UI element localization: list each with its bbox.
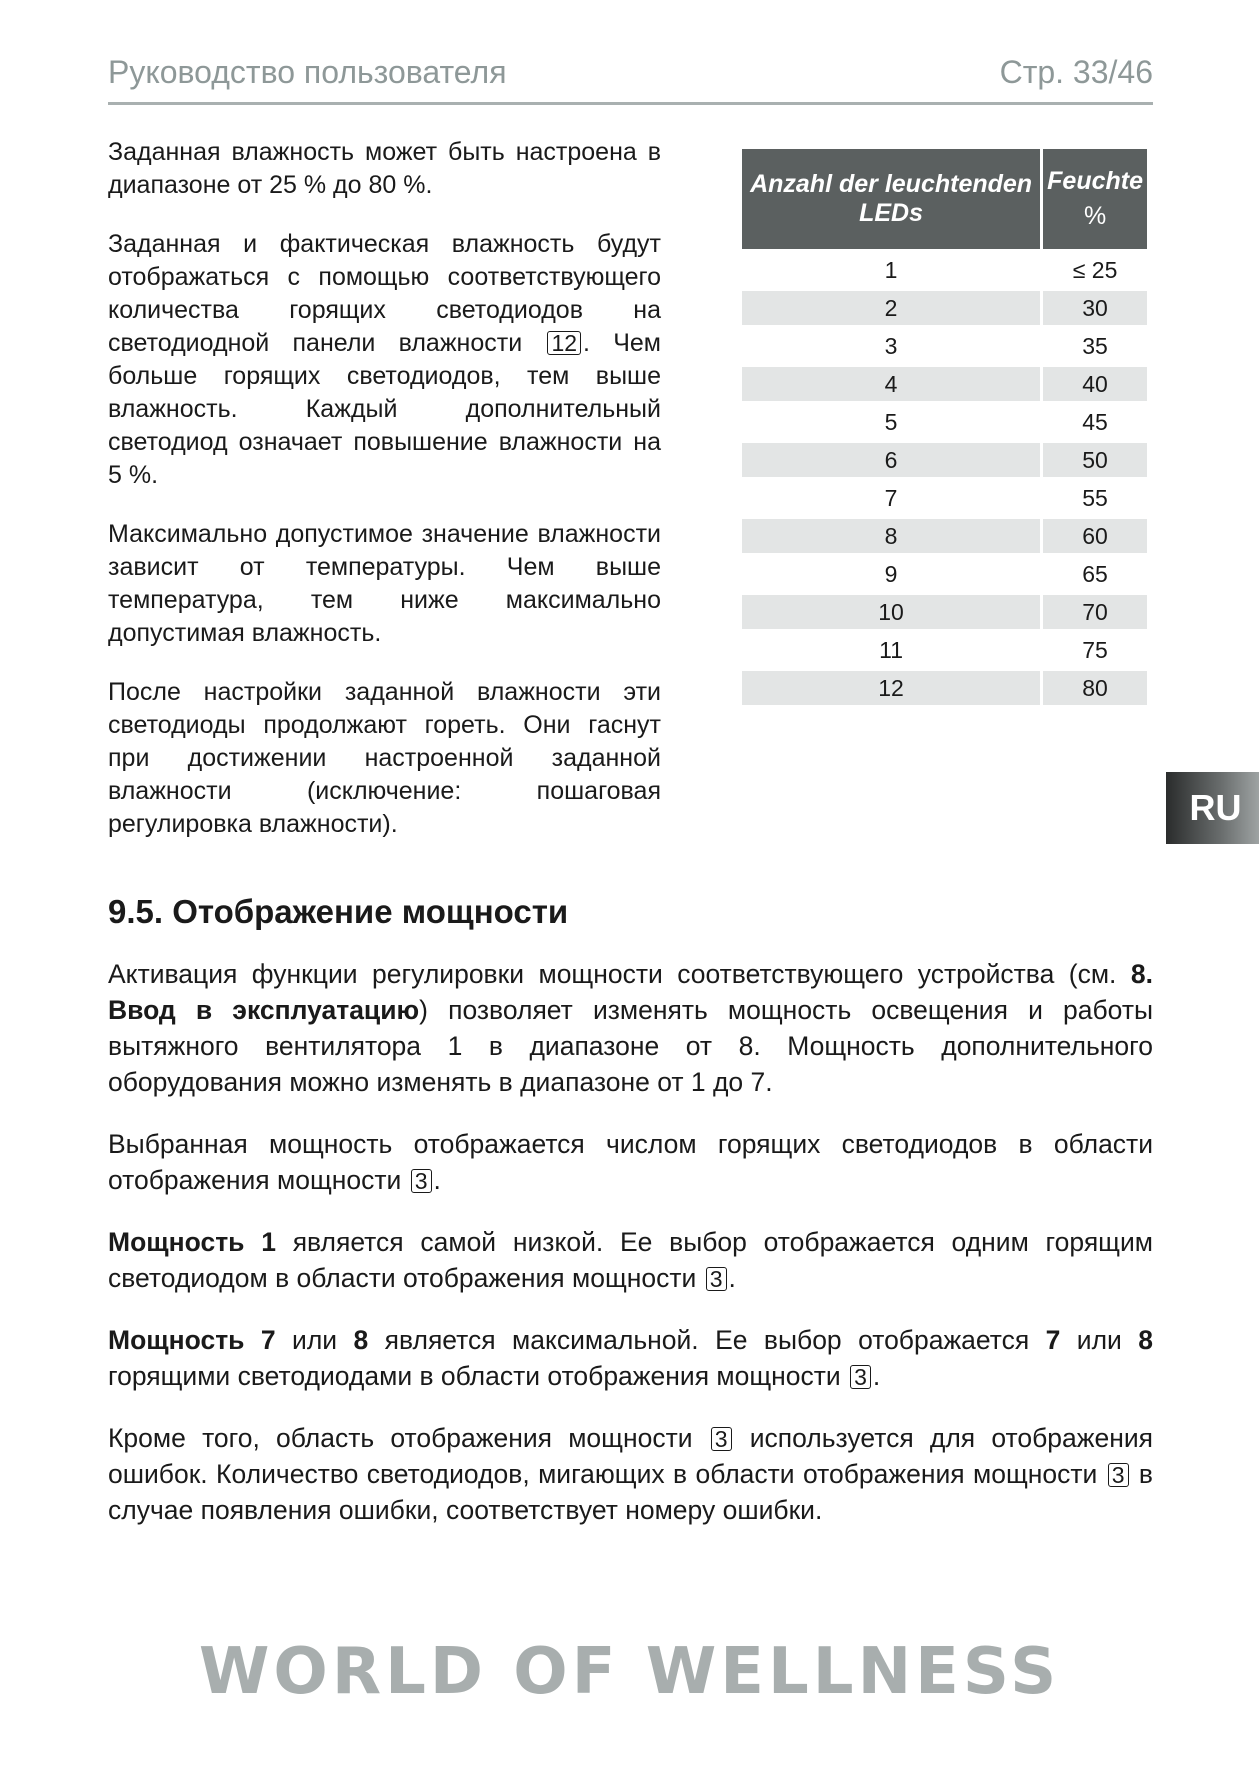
text: используется для отображения ошибок. Количество светодиодов, мигающих в области отображения мощности [108, 1423, 1153, 1489]
table-row [742, 481, 1147, 515]
cell-humidity: 50 [1043, 443, 1147, 477]
cell-leds: 12 [742, 671, 1040, 705]
cell-humidity: 60 [1043, 519, 1147, 553]
text: Выбранная мощность отображается числом горящих светодиодов в области отображения мощности [108, 1129, 1153, 1195]
brand-footer: WORLD OF WELLNESS [198, 1635, 1061, 1709]
table-row [742, 557, 1147, 591]
reference-box: 3 [1108, 1463, 1129, 1487]
cell-humidity: ≤ 25 [1072, 256, 1118, 283]
header-unit: % [1083, 202, 1107, 230]
cell-leds: 8 [742, 519, 1040, 553]
table-row [742, 253, 1147, 287]
text: или [275, 1325, 354, 1355]
table-row [742, 671, 1147, 705]
cell-humidity: 40 [1043, 367, 1147, 401]
text: . [872, 1361, 881, 1391]
section-heading: 9.5. Отображение мощности [108, 893, 569, 930]
paragraph [108, 1322, 1153, 1394]
table-row [742, 367, 1147, 401]
reference-box: 3 [850, 1365, 871, 1389]
text: является самой низкой. Ее выбор отображается одним горящим светодиодом в области отображения мощности [108, 1227, 1153, 1293]
cell-humidity: 70 [1043, 595, 1147, 629]
table-row [742, 519, 1147, 553]
text: Заданная и фактическая влажность будут отображаться с помощью соответствующего количества горящих светодиодов на светодиодной панели влажности [108, 230, 661, 357]
cell-leds: 5 [884, 408, 898, 435]
text: Кроме того, область отображения мощности [108, 1423, 693, 1453]
text: Активация функции регулировки мощности соответствующего устройства (см. [108, 959, 1117, 989]
text: в случае появления ошибки, соответствует номеру ошибки. [108, 1459, 1153, 1525]
reference-box: 12 [547, 331, 581, 355]
text: или [1060, 1325, 1139, 1355]
cell-leds: 7 [884, 484, 898, 511]
page-header [108, 52, 1153, 105]
cell-humidity: 45 [1082, 408, 1108, 435]
table-row [742, 405, 1147, 439]
reference-box: 3 [711, 1427, 732, 1451]
table-header-humidity [1043, 149, 1147, 249]
cell-leds: 3 [884, 332, 898, 359]
header-label: Feuchte [1047, 167, 1143, 195]
bold-text: 8 [353, 1325, 369, 1355]
paragraph: Заданная влажность может быть настроена в диапазоне от 25 % до 80 %. [108, 138, 661, 199]
bold-text: 7 [1045, 1325, 1061, 1355]
cell-humidity: 80 [1043, 671, 1147, 705]
reference-box: 3 [706, 1267, 727, 1291]
cell-humidity: 65 [1082, 560, 1108, 587]
cell-leds: 2 [742, 291, 1040, 325]
table-row [742, 443, 1147, 477]
cell-humidity: 30 [1043, 291, 1147, 325]
bold-text: Мощность 1 [108, 1227, 276, 1257]
cell-leds: 6 [742, 443, 1040, 477]
paragraph [108, 1126, 1153, 1198]
bold-text: 8 [1138, 1325, 1154, 1355]
table-row [742, 595, 1147, 629]
text: является максимальной. Ее выбор отображается [368, 1325, 1046, 1355]
led-humidity-table [739, 145, 1150, 709]
cell-leds: 4 [742, 367, 1040, 401]
page-number: Стр. 33/46 [999, 54, 1153, 90]
paragraph [108, 956, 1153, 1100]
table-header-leds: Anzahl der leuchtenden LEDs [742, 149, 1040, 249]
power-display-section [108, 956, 1153, 1554]
table-row [742, 291, 1147, 325]
header-title: Руководство пользователя [108, 54, 507, 90]
cell-leds: 11 [879, 636, 904, 663]
cell-humidity: 55 [1082, 484, 1108, 511]
cell-leds: 10 [742, 595, 1040, 629]
humidity-description [108, 136, 661, 867]
paragraph [108, 1224, 1153, 1296]
cell-leds: 9 [884, 560, 898, 587]
text: . [433, 1165, 441, 1195]
text: ) позволяет изменять мощность освещения и работы вытяжного вентилятора 1 в диапазоне от 8. Мощность дополнительного оборудования можно изменять в диапазоне от 1 до 7. [108, 995, 1154, 1097]
text: горящими светодиодами в области отображения мощности [108, 1361, 841, 1391]
cross-reference: 8. Ввод в эксплуатацию [108, 959, 1153, 1025]
cell-humidity: 35 [1082, 332, 1108, 359]
cell-leds: 1 [884, 256, 898, 283]
bold-text: Мощность 7 [108, 1325, 276, 1355]
cell-humidity: 75 [1082, 636, 1108, 663]
paragraph: После настройки заданной влажности эти светодиоды продолжают гореть. Они гаснут при достижении настроенной заданной влажности (исключение: пошаговая регулировка влажности). [108, 678, 661, 838]
table-row [742, 329, 1147, 363]
text: . [728, 1263, 736, 1293]
table-row [742, 633, 1147, 667]
language-tab: RU [1166, 772, 1259, 844]
paragraph [108, 1420, 1153, 1528]
paragraph [108, 228, 661, 492]
text: . Чем больше горящих светодиодов, тем выше влажность. Каждый дополнительный светодиод означает повышение влажности на 5 %. [108, 329, 661, 489]
reference-box: 3 [411, 1169, 432, 1193]
paragraph: Максимально допустимое значение влажности зависит от температуры. Чем выше температура, тем ниже максимально допустимая влажность. [108, 520, 661, 647]
